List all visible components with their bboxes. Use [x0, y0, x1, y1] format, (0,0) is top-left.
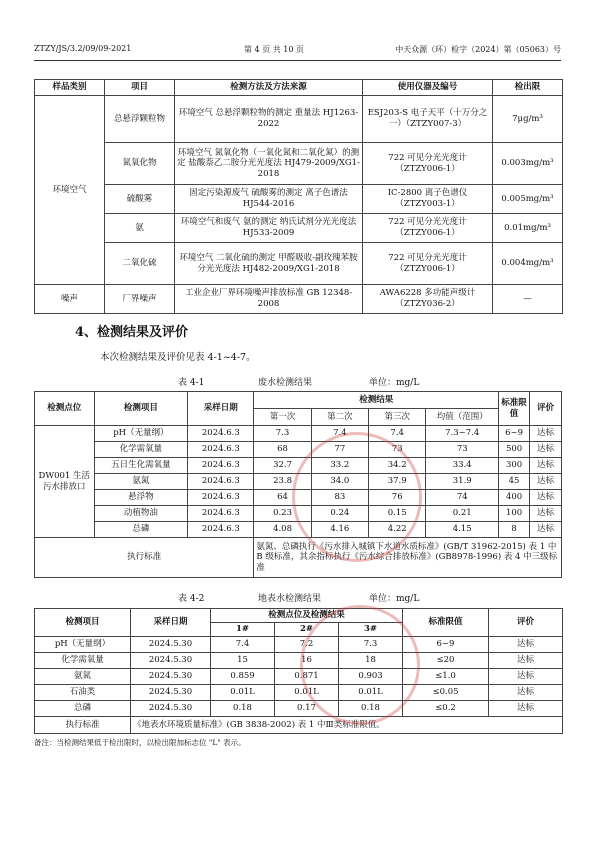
row-item: pH（无量纲）	[35, 637, 131, 653]
header-item: 项目	[105, 80, 175, 96]
row-std: 6~9	[499, 426, 530, 442]
table-4-1-number: 表 4-1	[178, 378, 205, 388]
row-item: 厂界噪声	[105, 285, 175, 314]
header-instrument: 使用仪器及编号	[363, 80, 493, 96]
row-r3: 0.15	[369, 506, 426, 522]
row-eval: 达标	[489, 669, 563, 685]
row-r2: 16	[275, 653, 339, 669]
row-r3: 4.22	[369, 522, 426, 538]
row-r2: 0.871	[275, 669, 339, 685]
header-eval: 评价	[489, 609, 563, 637]
row-item: 五日生化需氧量	[94, 458, 188, 474]
table-row	[35, 442, 562, 458]
header-second: 第二次	[311, 409, 368, 426]
page-header	[34, 44, 561, 58]
header-eval: 评价	[529, 392, 561, 426]
row-r1: 0.01L	[211, 685, 275, 701]
row-r1: 23.8	[254, 474, 311, 490]
row-std: 100	[499, 506, 530, 522]
row-std: 400	[499, 490, 530, 506]
row-r1: 7.4	[211, 637, 275, 653]
row-date: 2024.5.30	[131, 669, 211, 685]
table-row	[35, 653, 563, 669]
row-item: 总悬浮颗粒物	[105, 96, 175, 143]
row-item: 悬浮物	[94, 490, 188, 506]
row-r1: 64	[254, 490, 311, 506]
row-item: 氨	[105, 214, 175, 243]
exec-text: 氨氮、总磷执行《污水排入城镇下水道水质标准》(GB/T 31962-2015) 表 1 中 B 级标准，其余指标执行《污水综合排放标准》(GB8978-1996) 表 4 中三级标准	[254, 538, 562, 578]
row-date: 2024.6.3	[188, 506, 254, 522]
header-item: 检测项目	[35, 609, 131, 637]
row-eval: 达标	[489, 637, 563, 653]
table-row	[35, 214, 563, 243]
row-limit: —	[493, 285, 563, 314]
header-date: 采样日期	[131, 609, 211, 637]
row-std: ≤20	[403, 653, 489, 669]
table-row	[35, 426, 562, 442]
table-header	[35, 609, 563, 623]
row-item: 动植物油	[94, 506, 188, 522]
header-point-2: 2#	[275, 623, 339, 637]
row-mean: 4.15	[426, 522, 499, 538]
row-mean: 31.9	[426, 474, 499, 490]
header-date: 采样日期	[188, 392, 254, 426]
table-row	[35, 96, 563, 143]
row-date: 2024.6.3	[188, 458, 254, 474]
row-r1: 0.23	[254, 506, 311, 522]
row-limit: 0.004mg/m³	[493, 243, 563, 285]
row-r3: 0.18	[339, 701, 403, 717]
row-r3: 18	[339, 653, 403, 669]
row-item: 化学需氧量	[35, 653, 131, 669]
header-std: 标准限值	[499, 392, 530, 426]
row-item: 硫酸雾	[105, 185, 175, 214]
table-row	[35, 185, 563, 214]
header-rule	[34, 60, 561, 61]
row-r2: 7.4	[311, 426, 368, 442]
row-instrument: 722 可见分光光度计（ZTZY006-1）	[363, 143, 493, 185]
row-r1: 7.3	[254, 426, 311, 442]
row-r3: 7.4	[369, 426, 426, 442]
row-instrument: ESJ203-S 电子天平（十万分之一）（ZTZY007-3）	[363, 96, 493, 143]
row-r2: 83	[311, 490, 368, 506]
row-item: 二氧化硫	[105, 243, 175, 285]
method-table	[34, 79, 563, 314]
row-eval: 达标	[529, 442, 561, 458]
row-r2: 0.01L	[275, 685, 339, 701]
row-r1: 32.7	[254, 458, 311, 474]
inspection-seal-stamp	[292, 432, 422, 562]
row-mean: 0.21	[426, 506, 499, 522]
table-row	[35, 685, 563, 701]
header-category: 样品类别	[35, 80, 105, 96]
table-4-2-title: 地表水检测结果	[258, 594, 322, 604]
row-r2: 4.16	[311, 522, 368, 538]
row-eval: 达标	[529, 426, 561, 442]
row-std: ≤0.05	[403, 685, 489, 701]
row-date: 2024.6.3	[188, 474, 254, 490]
inspection-seal-stamp-2	[300, 605, 420, 725]
exec-text: 《地表水环境质量标准》(GB 3838-2002) 表 1 中Ⅲ类标准限值。	[131, 717, 563, 734]
row-r3: 0.903	[339, 669, 403, 685]
row-r3: 7.3	[339, 637, 403, 653]
row-eval: 达标	[489, 685, 563, 701]
row-std: 300	[499, 458, 530, 474]
row-limit: 0.005mg/m³	[493, 185, 563, 214]
section-title: 4、检测结果及评价	[75, 325, 189, 340]
table-header	[35, 392, 562, 409]
row-r2: 34.0	[311, 474, 368, 490]
row-mean: 74	[426, 490, 499, 506]
row-r1: 0.859	[211, 669, 275, 685]
exec-label: 执行标准	[35, 538, 254, 578]
exec-label: 执行标准	[35, 717, 131, 734]
row-std: ≤0.2	[403, 701, 489, 717]
row-date: 2024.6.3	[188, 442, 254, 458]
header-point-1: 1#	[211, 623, 275, 637]
row-item: 氮氧化物	[105, 143, 175, 185]
row-item: 氨氮	[35, 669, 131, 685]
table-row	[35, 143, 563, 185]
row-eval: 达标	[529, 474, 561, 490]
row-instrument: 722 可见分光光度计（ZTZY006-1）	[363, 243, 493, 285]
row-eval: 达标	[529, 458, 561, 474]
row-eval: 达标	[489, 701, 563, 717]
row-date: 2024.5.30	[131, 685, 211, 701]
category-air: 环境空气	[35, 96, 105, 285]
exec-standard-row	[35, 538, 562, 578]
header-point-3: 3#	[339, 623, 403, 637]
row-mean: 7.3~7.4	[426, 426, 499, 442]
table-4-1-unit: 单位：mg/L	[369, 378, 420, 388]
table-row	[35, 243, 563, 285]
row-r3: 34.2	[369, 458, 426, 474]
table-4-2-number: 表 4-2	[178, 594, 205, 604]
row-instrument: AWA6228 多功能声级计（ZTZY036-2）	[363, 285, 493, 314]
table-row	[35, 669, 563, 685]
row-method: 环境空气 氮氧化物（一氧化氮和二氧化氮）的测定 盐酸萘乙二胺分光光度法 HJ479-2009/XG1-2018	[175, 143, 363, 185]
table-row	[35, 701, 563, 717]
row-std: 45	[499, 474, 530, 490]
surface-water-table	[34, 608, 563, 734]
header-mean: 均值（范围）	[426, 409, 499, 426]
point-name: DW001 生活污水排放口	[35, 426, 95, 538]
header-third: 第三次	[369, 409, 426, 426]
row-std: 500	[499, 442, 530, 458]
row-instrument: IC-2800 离子色谱仪（ZTZY003-1）	[363, 185, 493, 214]
table-row	[35, 285, 563, 314]
report-number: 中天众源（环）检字（2024）第（05063）号	[395, 45, 561, 54]
row-std: 6~9	[403, 637, 489, 653]
row-r1: 68	[254, 442, 311, 458]
row-r3: 73	[369, 442, 426, 458]
header-first: 第一次	[254, 409, 311, 426]
row-item: 化学需氧量	[94, 442, 188, 458]
row-date: 2024.5.30	[131, 637, 211, 653]
page-info: 第 4 页 共 10 页	[244, 45, 304, 54]
row-date: 2024.6.3	[188, 522, 254, 538]
row-item: pH（无量纲）	[94, 426, 188, 442]
header-results: 检测点位及检测结果	[211, 609, 403, 623]
row-limit: 0.003mg/m³	[493, 143, 563, 185]
doc-code: ZTZY/JS/3.2/09/09-2021	[34, 44, 132, 53]
row-item: 石油类	[35, 685, 131, 701]
table-row	[35, 637, 563, 653]
row-date: 2024.6.3	[188, 490, 254, 506]
row-r1: 0.18	[211, 701, 275, 717]
row-method: 固定污染源废气 硫酸雾的测定 离子色谱法 HJ544-2016	[175, 185, 363, 214]
header-point: 检测点位	[35, 392, 95, 426]
method-table-header	[35, 80, 563, 96]
row-r2: 33.2	[311, 458, 368, 474]
row-limit: 0.01mg/m³	[493, 214, 563, 243]
row-eval: 达标	[529, 506, 561, 522]
row-std: 8	[499, 522, 530, 538]
row-limit: 7μg/m³	[493, 96, 563, 143]
row-eval: 达标	[489, 653, 563, 669]
row-eval: 达标	[529, 522, 561, 538]
row-method: 环境空气和废气 氨的测定 纳氏试剂分光光度法 HJ533-2009	[175, 214, 363, 243]
row-r2: 0.24	[311, 506, 368, 522]
row-r3: 37.9	[369, 474, 426, 490]
row-r1: 15	[211, 653, 275, 669]
row-r2: 0.17	[275, 701, 339, 717]
row-mean: 33.4	[426, 458, 499, 474]
header-std: 标准限值	[403, 609, 489, 637]
category-noise: 噪声	[35, 285, 105, 314]
row-r2: 77	[311, 442, 368, 458]
header-results: 检测结果	[254, 392, 499, 409]
table-4-2-unit: 单位：mg/L	[369, 594, 420, 604]
table-4-1-title: 废水检测结果	[258, 378, 313, 388]
row-item: 氨氮	[94, 474, 188, 490]
row-std: ≤1.0	[403, 669, 489, 685]
row-date: 2024.6.3	[188, 426, 254, 442]
row-r2: 7.2	[275, 637, 339, 653]
row-eval: 达标	[529, 490, 561, 506]
row-date: 2024.5.30	[131, 701, 211, 717]
row-date: 2024.5.30	[131, 653, 211, 669]
footnote: 备注：当检测结果低于检出限时，以检出限加标志位 "L" 表示。	[34, 738, 246, 747]
row-method: 环境空气 总悬浮颗粒物的测定 重量法 HJ1263-2022	[175, 96, 363, 143]
row-r3: 76	[369, 490, 426, 506]
header-limit: 检出限	[493, 80, 563, 96]
header-item: 检测项目	[94, 392, 188, 426]
row-instrument: 722 可见分光光度计（ZTZY006-1）	[363, 214, 493, 243]
section-intro: 本次检测结果及评价见表 4-1~4-7。	[100, 352, 256, 363]
row-item: 总磷	[94, 522, 188, 538]
header-method: 检测方法及方法来源	[175, 80, 363, 96]
row-method: 工业企业厂界环境噪声排放标准 GB 12348-2008	[175, 285, 363, 314]
row-item: 总磷	[35, 701, 131, 717]
exec-standard-row	[35, 717, 563, 734]
row-method: 环境空气 二氧化硫的测定 甲醛吸收-副玫瑰苯胺分光光度法 HJ482-2009/XG1-2018	[175, 243, 363, 285]
row-r3: 0.01L	[339, 685, 403, 701]
row-r1: 4.08	[254, 522, 311, 538]
row-mean: 73	[426, 442, 499, 458]
